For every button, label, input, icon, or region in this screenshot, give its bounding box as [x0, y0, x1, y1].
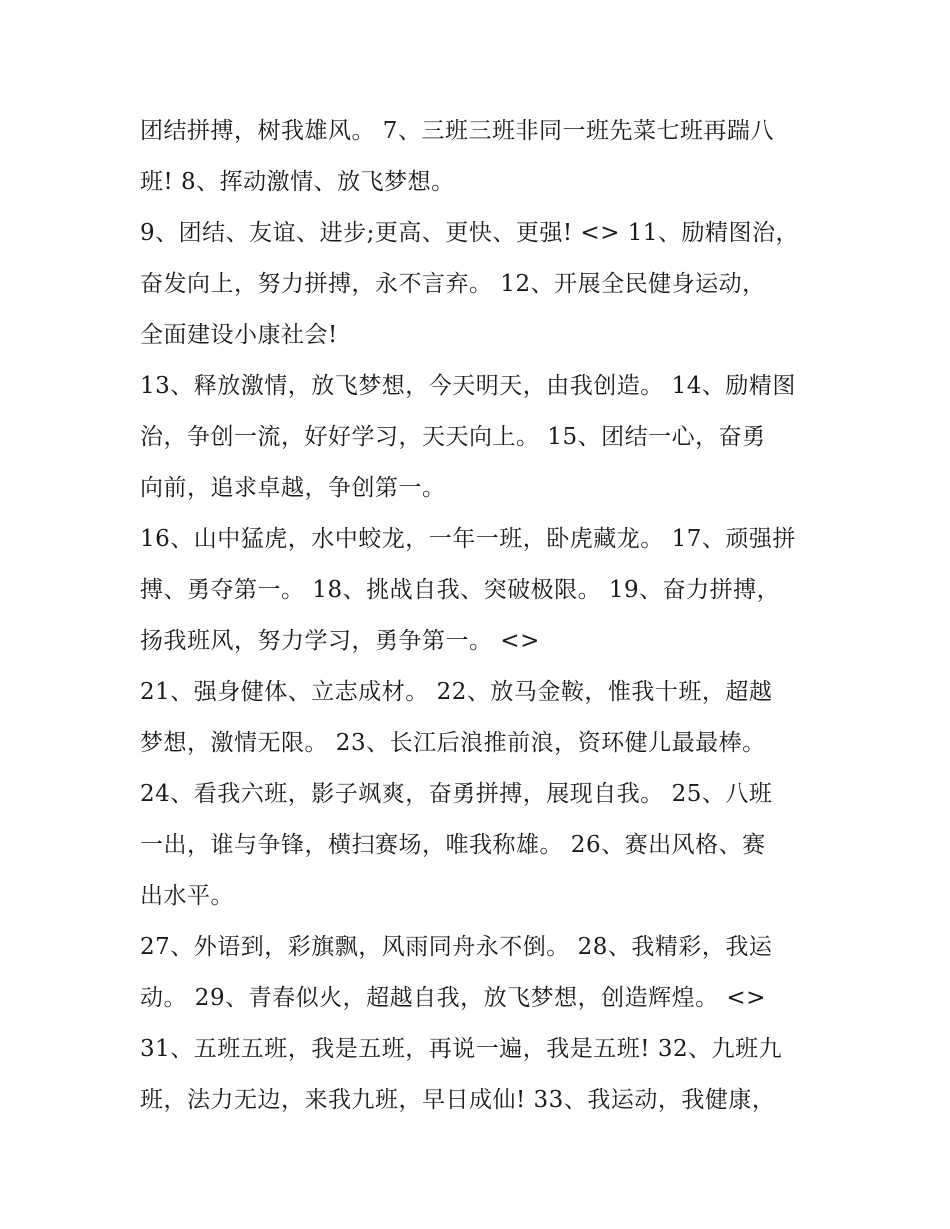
text-line: 治，争创一流，好好学习，天天向上。 15、团结一心，奋勇 [140, 424, 766, 450]
text-line: 向前，追求卓越，争创第一。 [140, 475, 446, 501]
text-line: 21、强身健体、立志成材。 22、放马金鞍，惟我十班，超越 [140, 679, 773, 705]
text-line: 奋发向上，努力拼搏，永不言弃。 12、开展全民健身运动， [140, 271, 766, 297]
text-line: 13、释放激情，放飞梦想，今天明天，由我创造。 14、励精图 [140, 373, 796, 399]
text-line: 班，法力无边，来我九班，早日成仙! 33、我运动，我健康， [140, 1087, 776, 1113]
text-line: 团结拼搏，树我雄风。 7、三班三班非同一班先菜七班再踹八 [140, 118, 774, 144]
text-line: 24、看我六班，影子飒爽，奋勇拼搏，展现自我。 25、八班 [140, 781, 773, 807]
text-line: 扬我班风，努力学习，勇争第一。 <> [140, 628, 540, 654]
text-line: 梦想，激情无限。 23、长江后浪推前浪，资环健儿最最棒。 [140, 730, 766, 756]
text-line: 搏、勇夺第一。 18、挑战自我、突破极限。 19、奋力拼搏， [140, 577, 781, 603]
text-line: 动。 29、青春似火，超越自我，放飞梦想，创造辉煌。 <> [140, 985, 766, 1011]
text-line: 全面建设小康社会! [140, 322, 338, 348]
text-line: 16、山中猛虎，水中蛟龙，一年一班，卧虎藏龙。 17、顽强拼 [140, 526, 796, 552]
text-line: 班! 8、挥动激情、放飞梦想。 [140, 169, 455, 195]
text-line: 31、五班五班，我是五班，再说一遍，我是五班! 32、九班九 [140, 1036, 783, 1062]
text-line: 9、团结、友谊、进步;更高、更快、更强! <> 11、励精图治， [140, 220, 800, 246]
text-line: 出水平。 [140, 883, 234, 909]
body-text [140, 106, 830, 1126]
text-line: 27、外语到，彩旗飘，风雨同舟永不倒。 28、我精彩，我运 [140, 934, 773, 960]
text-line: 一出，谁与争锋，横扫赛场，唯我称雄。 26、赛出风格、赛 [140, 832, 766, 858]
